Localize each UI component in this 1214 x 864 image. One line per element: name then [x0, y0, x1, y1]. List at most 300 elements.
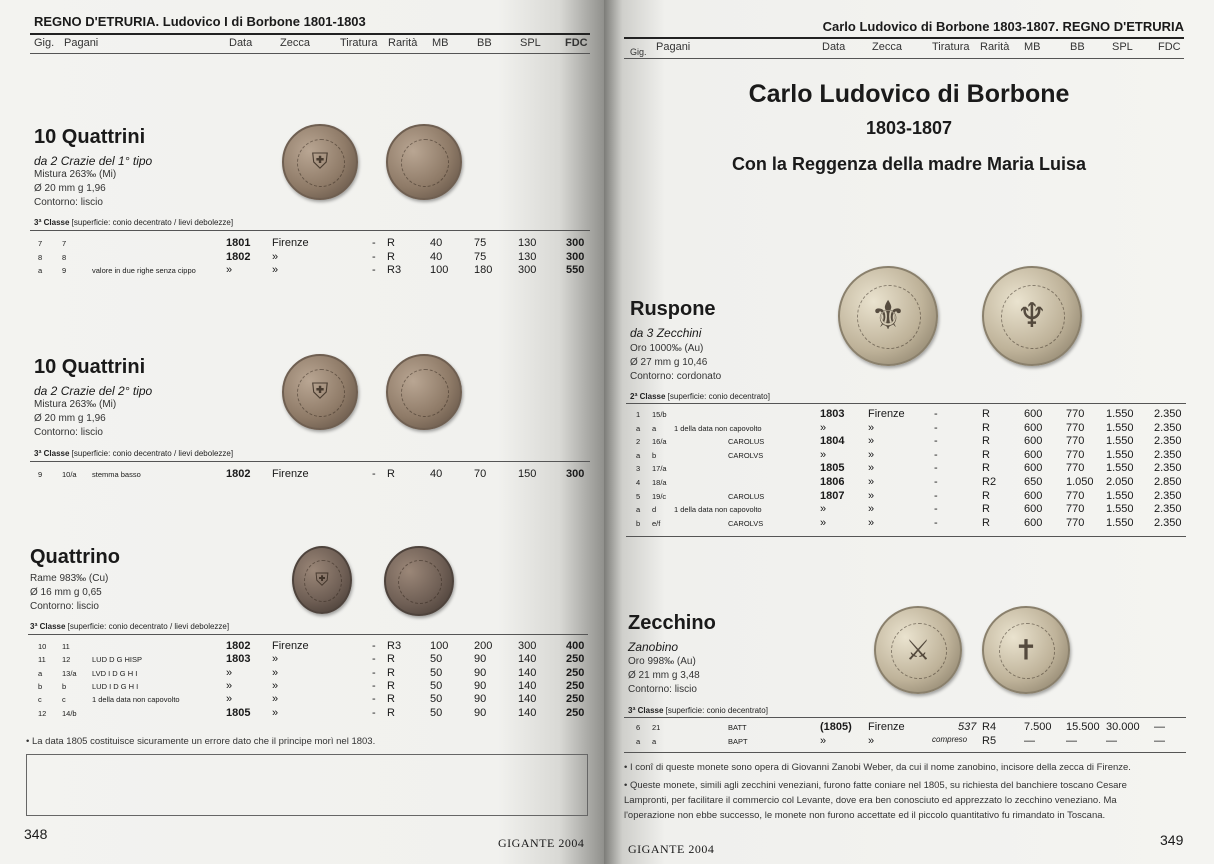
coin-metal: Oro 1000‰ (Au): [630, 343, 704, 354]
cell-bb: 70: [474, 468, 487, 480]
col-tiratura: Tiratura: [340, 37, 378, 49]
cell-gig: b: [38, 681, 43, 691]
cell-tir: -: [372, 250, 376, 263]
cell-note: LUD I D G H I: [92, 681, 139, 691]
coin-edge: Contorno: cordonato: [630, 371, 722, 382]
coin-metal: Mistura 263‰ (Mi): [34, 399, 117, 410]
cell-rar: R: [387, 237, 395, 249]
cell-rar: R: [982, 503, 990, 516]
cell-zecca: »: [868, 435, 875, 448]
cell-tir: -: [372, 666, 376, 679]
cell-note: CAROLUS: [728, 437, 765, 447]
cell-spl: 1.550: [1106, 448, 1134, 461]
coin-name: Quattrino: [30, 546, 120, 568]
coin-size: Ø 20 mm g 1,96: [34, 413, 106, 424]
cell-gig: a: [38, 266, 43, 275]
col-fdc: FDC: [565, 37, 588, 49]
coin-name: 10 Quattrini: [34, 126, 146, 148]
cell-fdc: 2.350: [1154, 462, 1182, 475]
cell-rar: R: [982, 408, 990, 420]
col-bb: BB: [477, 37, 492, 49]
coin-size: Ø 27 mm g 10,46: [630, 357, 708, 368]
cell-pag: a: [652, 423, 657, 433]
cell-data: 1802: [226, 250, 251, 263]
cell-pag: c: [62, 695, 66, 705]
cell-spl: 300: [518, 640, 537, 652]
figures-icon: ⚔: [905, 633, 931, 667]
header-rule: [30, 33, 590, 35]
cell-spl: 1.550: [1106, 503, 1134, 516]
coin-obverse-image: [874, 606, 962, 694]
cell-zecca: »: [868, 448, 875, 461]
cell-data: »: [226, 666, 233, 679]
cell-pag: 15/b: [652, 410, 667, 419]
cell-pag: 12: [62, 655, 71, 665]
cell-spl: 1.550: [1106, 462, 1134, 475]
cell-bb: 75: [474, 237, 487, 249]
footnote-2-line-3: l'operazione non ebbe successo, le monete non furono accettate ed il piccolo quantitativo fu rimandato in Toscana.: [624, 810, 1106, 821]
cell-zecca: Firenze: [272, 468, 309, 480]
footnote-2-line-2: Lampronti, per facilitare il commercio col Levante, dove era ben conosciuto ed apprezzato lo zecchino veneziano. Ma: [624, 795, 1117, 806]
cell-bb: 770: [1066, 421, 1085, 434]
coin-name: Zecchino: [628, 612, 716, 634]
coin-edge: Contorno: liscio: [34, 427, 103, 438]
cell-data: 1806: [820, 476, 845, 488]
cell-gig: 10: [38, 642, 47, 651]
coin-subtitle: da 2 Crazie del 2° tipo: [34, 384, 153, 398]
coin-obverse-image: [282, 124, 358, 200]
coin-reverse-image: [982, 266, 1082, 366]
cell-spl: 300: [518, 264, 537, 276]
cell-note: CAROLUS: [728, 491, 765, 501]
table-top-rule: [30, 230, 590, 231]
cell-note: 1 della data non capovolto: [674, 505, 762, 515]
cell-pag: 13/a: [62, 668, 77, 678]
table-row: [0, 237, 600, 250]
cell-tir: -: [372, 706, 376, 719]
page-number: 349: [1160, 832, 1184, 848]
table-row: [604, 517, 1204, 530]
cell-zecca: Firenze: [272, 640, 309, 652]
col-mb: MB: [1024, 41, 1041, 53]
cell-zecca: »: [868, 516, 875, 529]
cell-spl: 1.550: [1106, 489, 1134, 502]
coin-edge: Contorno: liscio: [34, 197, 103, 208]
cell-bb: 180: [474, 264, 493, 276]
cell-spl: 140: [518, 693, 537, 706]
cell-note: BATT: [728, 723, 747, 732]
cell-gig: 11: [38, 655, 46, 665]
coin-name: 10 Quattrini: [34, 356, 146, 378]
col-spl: SPL: [1112, 41, 1133, 53]
cell-rar: R: [982, 489, 990, 502]
cell-gig: 7: [38, 239, 43, 248]
cell-fdc: 2.350: [1154, 448, 1182, 461]
coin-obverse-image: [292, 546, 352, 614]
cell-data: »: [820, 448, 827, 461]
section-rule: [626, 536, 1186, 537]
coin-obverse-image: [282, 354, 358, 430]
crest-icon: ⛨: [311, 379, 329, 405]
footnote-1: • I conî di queste monete sono opera di Giovanni Zanobi Weber, da cui il nome zanobino, incisore della zecca di Firenze.: [624, 762, 1131, 773]
table-row: [0, 693, 600, 706]
notes-box: [26, 754, 588, 816]
col-spl: SPL: [520, 37, 541, 49]
cell-rar: R: [982, 448, 990, 461]
coin-metal: Mistura 263‰ (Mi): [34, 169, 117, 180]
ruler-title: Carlo Ludovico di Borbone: [748, 80, 1070, 108]
cell-pag: e/f: [652, 518, 661, 528]
cell-rar: R3: [387, 264, 402, 276]
cell-mb: 40: [430, 250, 443, 263]
cell-mb: 600: [1024, 462, 1043, 475]
cell-fdc: 2.350: [1154, 489, 1182, 502]
cell-spl: 1.550: [1106, 516, 1134, 529]
col-tiratura: Tiratura: [932, 41, 970, 53]
table-row: [604, 462, 1204, 475]
cell-bb: 90: [474, 666, 487, 679]
cell-rar: R2: [982, 476, 997, 488]
cell-fdc: 550: [566, 264, 585, 276]
cell-zecca: Firenze: [868, 721, 905, 733]
table-top-rule: [624, 717, 1186, 718]
header-rule: [624, 37, 1184, 39]
table-row: [604, 721, 1204, 734]
cell-fdc: 2.350: [1154, 408, 1182, 420]
table-row: [0, 264, 600, 277]
table-row: [0, 680, 600, 693]
cell-note: CAROLVS: [728, 450, 764, 460]
cell-data: 1807: [820, 489, 845, 502]
cell-fdc: 2.350: [1154, 516, 1182, 529]
table-row: [604, 449, 1204, 462]
coin-metal: Rame 983‰ (Cu): [30, 573, 109, 584]
cell-gig: a: [636, 423, 641, 433]
cell-mb: 7.500: [1024, 721, 1052, 733]
col-pagani: Pagani: [64, 37, 99, 49]
cell-gig: 8: [38, 252, 43, 262]
cell-tir: -: [934, 421, 938, 434]
cell-zecca: »: [272, 666, 279, 679]
cell-pag: 7: [62, 239, 67, 248]
cell-mb: 50: [430, 679, 443, 692]
ruler-subtitle: Con la Reggenza della madre Maria Luisa: [731, 154, 1087, 174]
table-row: [604, 422, 1204, 435]
cell-zecca: »: [272, 653, 279, 666]
cell-mb: 100: [430, 640, 449, 652]
cell-gig: 9: [38, 470, 43, 479]
coin-metal: Oro 998‰ (Au): [628, 656, 696, 667]
cell-spl: 2.050: [1106, 476, 1134, 488]
classe-line: 2ª Classe [superficie: conio decentrato]: [630, 392, 770, 401]
cell-rar: R: [387, 666, 395, 679]
cell-data: »: [820, 516, 827, 529]
cell-zecca: »: [868, 476, 875, 488]
cell-pag: 19/c: [652, 491, 667, 501]
cell-spl: 1.550: [1106, 408, 1134, 420]
cell-gig: 1: [636, 410, 641, 419]
cell-mb: 600: [1024, 435, 1043, 448]
saint-icon: ♆: [1016, 296, 1048, 336]
cell-pag: b: [62, 681, 67, 691]
table-row: [0, 251, 600, 264]
col-gig: Gig.: [630, 47, 647, 57]
cell-bb: 770: [1066, 435, 1085, 448]
cell-bb: 770: [1066, 489, 1085, 502]
cell-bb: 1.050: [1066, 476, 1094, 488]
cell-spl: 1.550: [1106, 421, 1134, 434]
cell-mb: 600: [1024, 489, 1043, 502]
cell-tir: -: [934, 462, 938, 475]
coin-reverse-image: [386, 124, 462, 200]
cell-zecca: »: [868, 489, 875, 502]
cell-zecca: »: [272, 679, 279, 692]
lily-icon: ⚜: [870, 293, 906, 339]
cell-spl: 140: [518, 679, 537, 692]
col-data: Data: [822, 41, 846, 53]
cell-gig: 4: [636, 478, 641, 487]
cell-mb: 650: [1024, 476, 1043, 488]
cell-zecca: »: [868, 462, 875, 475]
cell-zecca: Firenze: [868, 408, 905, 420]
cell-tir: -: [372, 653, 376, 666]
table-top-rule: [626, 403, 1186, 404]
col-gig: Gig.: [34, 37, 55, 49]
table-row: [604, 435, 1204, 448]
cell-tir: -: [934, 408, 938, 420]
page-number: 348: [24, 826, 48, 842]
cell-tir: -: [934, 448, 938, 461]
cell-rar: R5: [982, 735, 997, 747]
right-page: [604, 0, 1214, 864]
cell-pag: 21: [652, 723, 661, 732]
header-rule-bottom: [624, 58, 1184, 59]
cell-fdc: 300: [566, 468, 585, 480]
cell-rar: R: [982, 462, 990, 475]
cell-tir: -: [372, 640, 376, 652]
coin-name: Ruspone: [630, 298, 716, 320]
table-row: [0, 707, 600, 720]
table-top-rule: [30, 461, 590, 462]
cell-fdc: 400: [566, 640, 585, 652]
col-zecca: Zecca: [280, 37, 310, 49]
col-bb: BB: [1070, 41, 1085, 53]
cell-pag: 16/a: [652, 437, 667, 447]
cell-tir: -: [934, 435, 938, 448]
cell-pag: d: [652, 505, 657, 515]
coin-reverse-image: [386, 354, 462, 430]
cell-data: 1803: [226, 653, 251, 666]
cell-spl: 140: [518, 666, 537, 679]
right-header-title: Carlo Ludovico di Borbone 1803-1807. REGNO D'ETRURIA: [822, 19, 1184, 34]
cell-zecca: Firenze: [272, 237, 309, 249]
cell-gig: 2: [636, 437, 641, 447]
cell-fdc: —: [1154, 721, 1165, 733]
classe-line: 3ª Classe [superficie: conio decentrato]: [628, 706, 768, 715]
cell-gig: 6: [636, 723, 641, 732]
cell-fdc: 250: [566, 706, 585, 719]
cell-mb: 600: [1024, 448, 1043, 461]
cell-fdc: 250: [566, 653, 585, 666]
cell-fdc: 300: [566, 250, 585, 263]
cell-gig: a: [636, 505, 641, 515]
footnote-2-line-1: • Queste monete, simili agli zecchini veneziani, furono fatte coniare nel 1805, su richiesta del banchiere toscano Cesare: [624, 780, 1127, 791]
table-row: [604, 490, 1204, 503]
cell-zecca: »: [272, 706, 279, 719]
cell-zecca: »: [272, 264, 279, 276]
cell-gig: a: [636, 737, 641, 746]
cell-rar: R: [982, 421, 990, 434]
coin-edge: Contorno: liscio: [628, 684, 697, 695]
cell-bb: 90: [474, 679, 487, 692]
table-row: [604, 735, 1204, 748]
table-row: [0, 640, 600, 653]
cell-mb: 50: [430, 693, 443, 706]
col-pagani: Pagani: [656, 41, 691, 53]
cell-mb: 50: [430, 666, 443, 679]
cell-spl: 130: [518, 237, 537, 249]
cell-mb: 50: [430, 653, 443, 666]
cell-zecca: »: [868, 503, 875, 516]
cell-gig: 5: [636, 491, 641, 501]
coin-size: Ø 16 mm g 0,65: [30, 587, 102, 598]
cell-data: »: [820, 735, 827, 747]
cell-zecca: »: [272, 693, 279, 706]
classe-line: 3ª Classe [superficie: conio decentrato / lievi debolezze]: [30, 622, 230, 631]
cell-mb: 40: [430, 468, 443, 480]
cell-gig: c: [38, 695, 42, 705]
cell-mb: 50: [430, 706, 443, 719]
cell-tir: -: [934, 503, 938, 516]
cell-tir: 537: [958, 721, 977, 733]
cell-data: 1801: [226, 237, 251, 249]
table-row: [604, 503, 1204, 516]
cell-rar: R: [387, 468, 395, 480]
cell-tir: -: [372, 264, 376, 276]
left-header-title: REGNO D'ETRURIA. Ludovico I di Borbone 1801-1803: [34, 14, 366, 29]
cell-zecca: »: [272, 250, 279, 263]
table-bottom-rule: [624, 752, 1186, 753]
cell-zecca: »: [868, 421, 875, 434]
cell-data: 1805: [820, 462, 845, 475]
cell-fdc: 250: [566, 679, 585, 692]
cell-rar: R: [387, 653, 395, 666]
cell-rar: R4: [982, 721, 997, 733]
coin-subtitle: da 3 Zecchini: [630, 326, 702, 340]
cell-mb: 600: [1024, 516, 1043, 529]
cell-data: »: [820, 421, 827, 434]
cell-fdc: 2.350: [1154, 421, 1182, 434]
cell-note: 1 della data non capovolto: [92, 695, 180, 705]
cell-data: »: [226, 693, 233, 706]
footer-brand: GIGANTE 2004: [498, 836, 585, 850]
cell-mb: —: [1024, 735, 1035, 747]
coin-size: Ø 21 mm g 3,48: [628, 670, 700, 681]
cell-rar: R: [387, 679, 395, 692]
cell-bb: 90: [474, 653, 487, 666]
cell-tir: -: [372, 693, 376, 706]
table-row: [0, 468, 600, 481]
cell-fdc: 2.850: [1154, 476, 1182, 488]
cell-fdc: 2.350: [1154, 435, 1182, 448]
cell-fdc: 300: [566, 237, 585, 249]
coin-subtitle: da 2 Crazie del 1° tipo: [34, 154, 153, 168]
cell-fdc: —: [1154, 735, 1165, 747]
cell-mb: 600: [1024, 408, 1043, 420]
cell-rar: R: [387, 693, 395, 706]
table-top-rule: [28, 634, 588, 635]
cell-tir: compreso: [932, 735, 968, 744]
cell-tir: -: [372, 468, 376, 480]
col-rarita: Rarità: [388, 37, 418, 49]
cell-pag: a: [652, 737, 657, 746]
cell-spl: —: [1106, 735, 1117, 747]
cell-bb: 770: [1066, 462, 1085, 475]
cell-note: CAROLVS: [728, 518, 764, 528]
crest-icon: ⛨: [315, 569, 329, 591]
table-row: [604, 476, 1204, 489]
cell-pag: 9: [62, 266, 67, 275]
cell-mb: 600: [1024, 503, 1043, 516]
cell-fdc: 250: [566, 693, 585, 706]
table-row: [0, 653, 600, 666]
coin-size: Ø 20 mm g 1,96: [34, 183, 106, 194]
cell-pag: 18/a: [652, 478, 667, 487]
cell-gig: 3: [636, 464, 641, 474]
cell-spl: 150: [518, 468, 537, 480]
cell-rar: R3: [387, 640, 402, 652]
coin-reverse-image: [384, 546, 454, 616]
cell-rar: R: [387, 250, 395, 263]
cell-data: 1802: [226, 640, 251, 652]
footer-brand: GIGANTE 2004: [628, 842, 715, 856]
header-rule-bottom: [30, 53, 590, 54]
coin-subtitle: Zanobino: [628, 640, 679, 654]
cell-spl: 1.550: [1106, 435, 1134, 448]
cell-gig: a: [38, 668, 43, 678]
cell-note: LVD I D G H I: [92, 668, 138, 678]
cell-spl: 130: [518, 250, 537, 263]
footnote: • La data 1805 costituisce sicuramente un errore dato che il principe morì nel 1803.: [26, 736, 376, 747]
coin-obverse-image: [838, 266, 938, 366]
cell-mb: 40: [430, 237, 443, 249]
col-zecca: Zecca: [872, 41, 902, 53]
cell-spl: 140: [518, 653, 537, 666]
christ-icon: ✝: [1014, 633, 1038, 667]
cell-tir: -: [934, 516, 938, 529]
coin-edge: Contorno: liscio: [30, 601, 99, 612]
cell-gig: a: [636, 450, 641, 460]
col-rarita: Rarità: [980, 41, 1010, 53]
col-mb: MB: [432, 37, 449, 49]
cell-bb: 770: [1066, 503, 1085, 516]
cell-note: stemma basso: [92, 470, 141, 479]
cell-bb: 770: [1066, 408, 1085, 420]
cell-pag: 8: [62, 252, 67, 262]
cell-spl: 140: [518, 706, 537, 719]
cell-tir: -: [934, 489, 938, 502]
cell-mb: 100: [430, 264, 449, 276]
cell-tir: -: [934, 476, 938, 488]
cell-bb: 15.500: [1066, 721, 1100, 733]
cell-rar: R: [387, 706, 395, 719]
cell-fdc: 2.350: [1154, 503, 1182, 516]
cell-data: (1805): [820, 721, 852, 733]
table-row: [0, 667, 600, 680]
classe-line: 3ª Classe [superficie: conio decentrato / lievi debolezze]: [34, 449, 234, 458]
col-fdc: FDC: [1158, 41, 1181, 53]
cell-pag: 14/b: [62, 708, 77, 718]
